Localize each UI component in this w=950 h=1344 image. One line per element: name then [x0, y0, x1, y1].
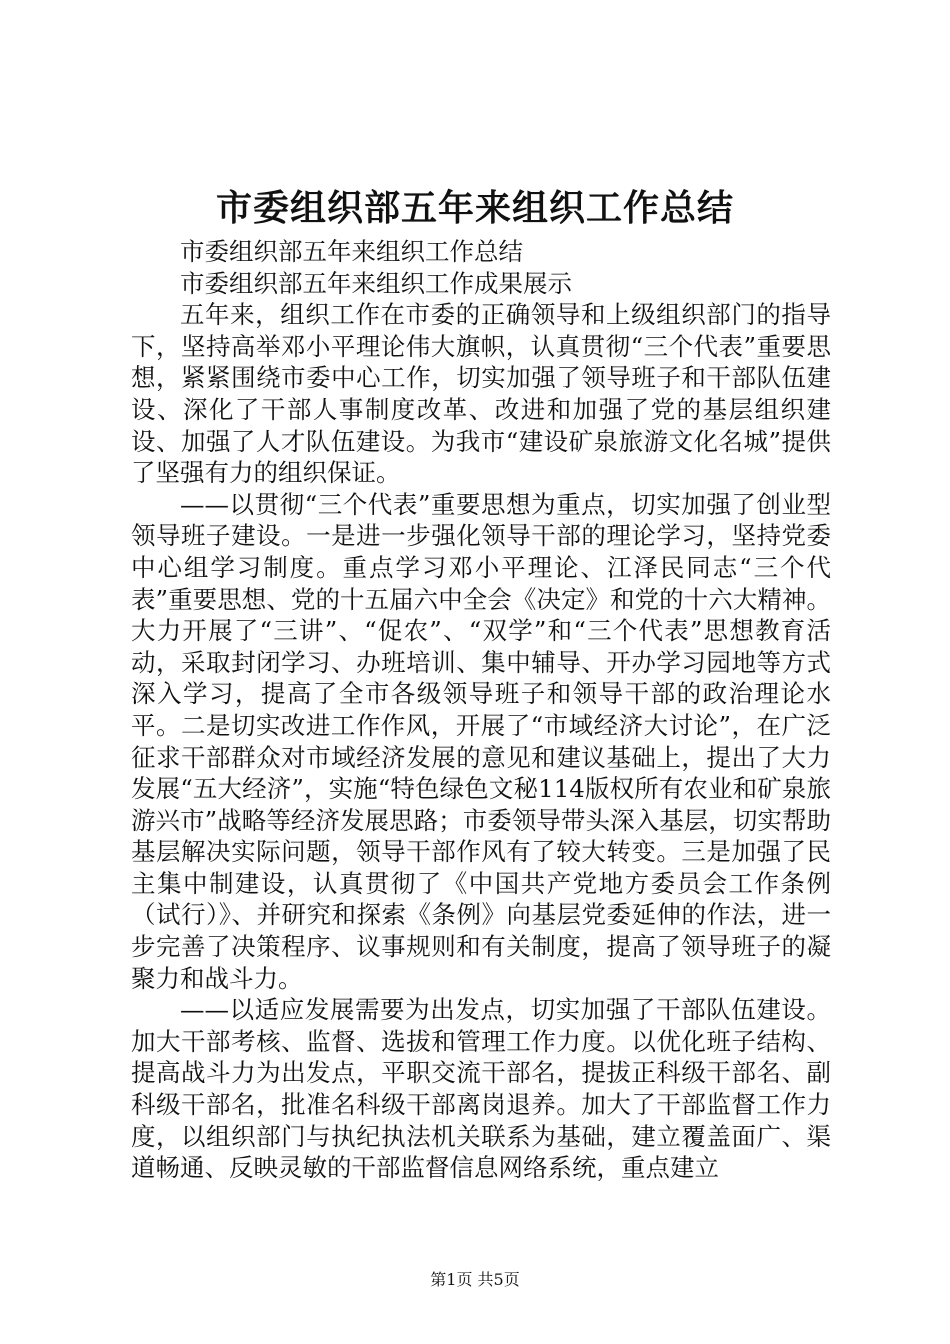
- document-body: [131, 236, 831, 1184]
- body-paragraph: 市委组织部五年来组织工作总结: [180, 237, 523, 266]
- body-paragraph: ——以贯彻“三个代表”重要思想为重点，切实加强了创业型领导班子建设。一是进一步强化领导干部的理论学习，坚持党委中心组学习制度。重点学习邓小平理论、江泽民同志“三个代表”重要思想、党的十五届六中全会《决定》和党的十六大精神。大力开展了“三讲”、“促农”、“双学”和“三个代表”思想教育活动，采取封闭学习、办班培训、集中辅导、开办学习园地等方式深入学习，提高了全市各级领导班子和领导干部的政治理论水平。二是切实改进工作作风，开展了“市域经济大讨论”，在广泛征求干部群众对市域经济发展的意见和建议基础上，提出了大力发展“五大经济”，实施“特色绿色文秘114版权所有农业和矿泉旅游兴市”战略等经济发展思路；市委领导带头深入基层，切实帮助基层解决实际问题，领导干部作风有了较大转变。三是加强了民主集中制建设，认真贯彻了《中国共产党地方委员会工作条例（试行）》、并研究和探索《条例》向基层党委延伸的作法，进一步完善了决策程序、议事规则和有关制度，提高了领导班子的凝聚力和战斗力。: [131, 489, 831, 993]
- page-footer: 第1页 共5页: [430, 1270, 520, 1289]
- body-paragraph: 市委组织部五年来组织工作成果展示: [180, 268, 572, 298]
- body-paragraph: 五年来，组织工作在市委的正确领导和上级组织部门的指导下，坚持高举邓小平理论伟大旗帜，认真贯彻“三个代表”重要思想，紧紧围绕市委中心工作，切实加强了领导班子和干部队伍建设、深化了干部人事制度改革、改进和加强了党的基层组织建设、加强了人才队伍建设。为我市“建设矿泉旅游文化名城”提供了坚强有力的组织保证。: [131, 300, 831, 488]
- document-title: 市委组织部五年来组织工作总结: [215, 187, 734, 229]
- body-paragraph: ——以适应发展需要为出发点，切实加强了干部队伍建设。加大干部考核、监督、选拔和管理工作力度。以优化班子结构、提高战斗力为出发点，平职交流干部名，提拔正科级干部名、副科级干部名，批准名科级干部离岗退养。加大了干部监督工作力度，以组织部门与执纪执法机关联系为基础，建立覆盖面广、渠道畅通、反映灵敏的干部监督信息网络系统，重点建立: [131, 995, 831, 1183]
